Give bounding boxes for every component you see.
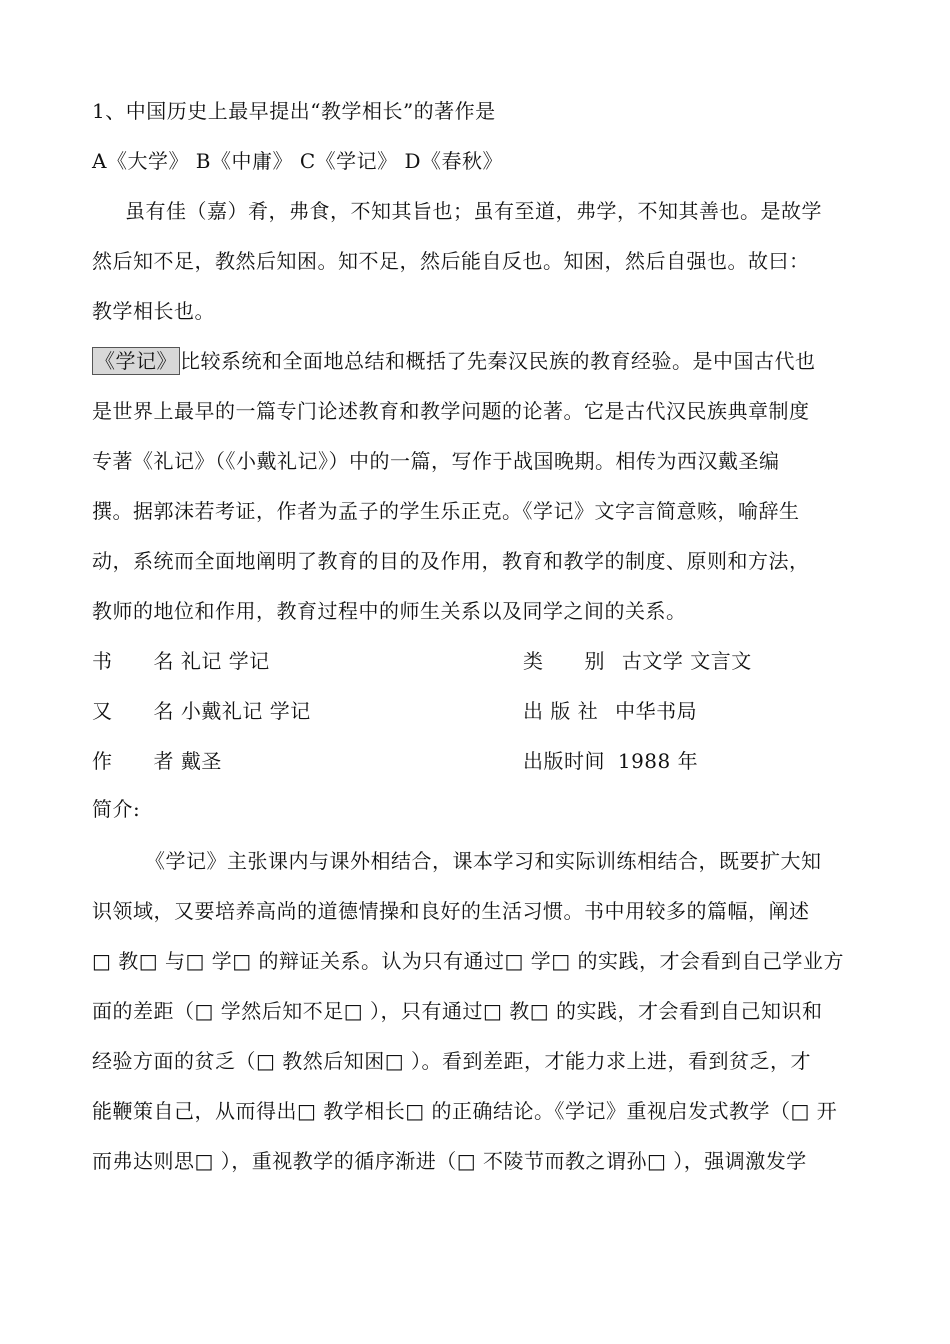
highlighted-title[interactable]: 《学记》: [92, 347, 180, 375]
intro-line: 经验方面的贫乏（□ 教然后知困□ ）。看到差距，才能力求上进，看到贫乏，才: [92, 1049, 812, 1073]
description-line: 专著《礼记》（《小戴礼记》）中的一篇，写作于战国晚期。相传为西汉戴圣编: [92, 449, 780, 473]
book-info-label: 书 名: [92, 649, 174, 673]
quote-line: 虽有佳（嘉）肴，弗食，不知其旨也；虽有至道，弗学，不知其善也。是故学: [125, 199, 822, 223]
intro-line: 识领域，又要培养高尚的道德情操和良好的生活习惯。书中用较多的篇幅，阐述: [92, 899, 810, 923]
book-info-value: 中华书局: [615, 699, 698, 723]
description-first-line: [92, 347, 816, 375]
book-info-right-row: [523, 647, 752, 675]
intro-line: 面的差距（□ 学然后知不足□ ），只有通过□ 教□ 的实践，才会看到自己知识和: [92, 999, 823, 1023]
intro-line: □ 教□ 与□ 学□ 的辩证关系。认为只有通过□ 学□ 的实践，才会看到自己学业方: [92, 949, 845, 973]
book-info-value: 戴圣: [180, 749, 222, 773]
book-info-left-row: [92, 747, 222, 775]
book-info-value: 礼记 学记: [180, 649, 270, 673]
book-info-left-row: [92, 647, 270, 675]
book-info-right-row: [523, 747, 698, 775]
quote-line: 教学相长也。: [92, 299, 215, 323]
book-info-label: 又 名: [92, 699, 174, 723]
intro-line: 能鞭策自己，从而得出□ 教学相长□ 的正确结论。《学记》重视启发式教学（□ 开: [92, 1099, 838, 1123]
book-info-left-row: [92, 697, 311, 725]
book-info-label: 作 者: [92, 749, 174, 773]
description-text: 比较系统和全面地总结和概括了先秦汉民族的教育经验。是中国古代也: [180, 349, 816, 373]
book-info-label: 出 版 社: [523, 699, 599, 723]
book-info-value: 小戴礼记 学记: [180, 699, 311, 723]
intro-line: 而弗达则思□ ），重视教学的循序渐进（□ 不陵节而教之谓孙□ ），强调激发学: [92, 1149, 807, 1173]
description-line: 动，系统而全面地阐明了教育的目的及作用，教育和教学的制度、原则和方法，: [92, 549, 810, 573]
book-info-value: 1988 年: [617, 749, 699, 773]
question-options: A《大学》 B《中庸》 C《学记》 D《春秋》: [92, 149, 504, 173]
intro-heading: 简介:: [92, 797, 141, 821]
book-info-label: 出版时间: [523, 749, 605, 773]
description-line: 是世界上最早的一篇专门论述教育和教学问题的论著。它是古代汉民族典章制度: [92, 399, 810, 423]
book-info-right-row: [523, 697, 697, 725]
description-line: 教师的地位和作用，教育过程中的师生关系以及同学之间的关系。: [92, 599, 687, 623]
book-info-label: 类 别: [523, 649, 605, 673]
question-text: 1、中国历史上最早提出“教学相长”的著作是: [92, 99, 496, 123]
description-line: 撰。据郭沫若考证，作者为孟子的学生乐正克。《学记》文字言简意赅，喻辞生: [92, 499, 800, 523]
intro-line: 《学记》主张课内与课外相结合，课本学习和实际训练相结合，既要扩大知: [145, 849, 822, 873]
book-info-value: 古文学 文言文: [621, 649, 752, 673]
quote-line: 然后知不足，教然后知困。知不足，然后能自反也。知困，然后自强也。故曰：: [92, 249, 810, 273]
